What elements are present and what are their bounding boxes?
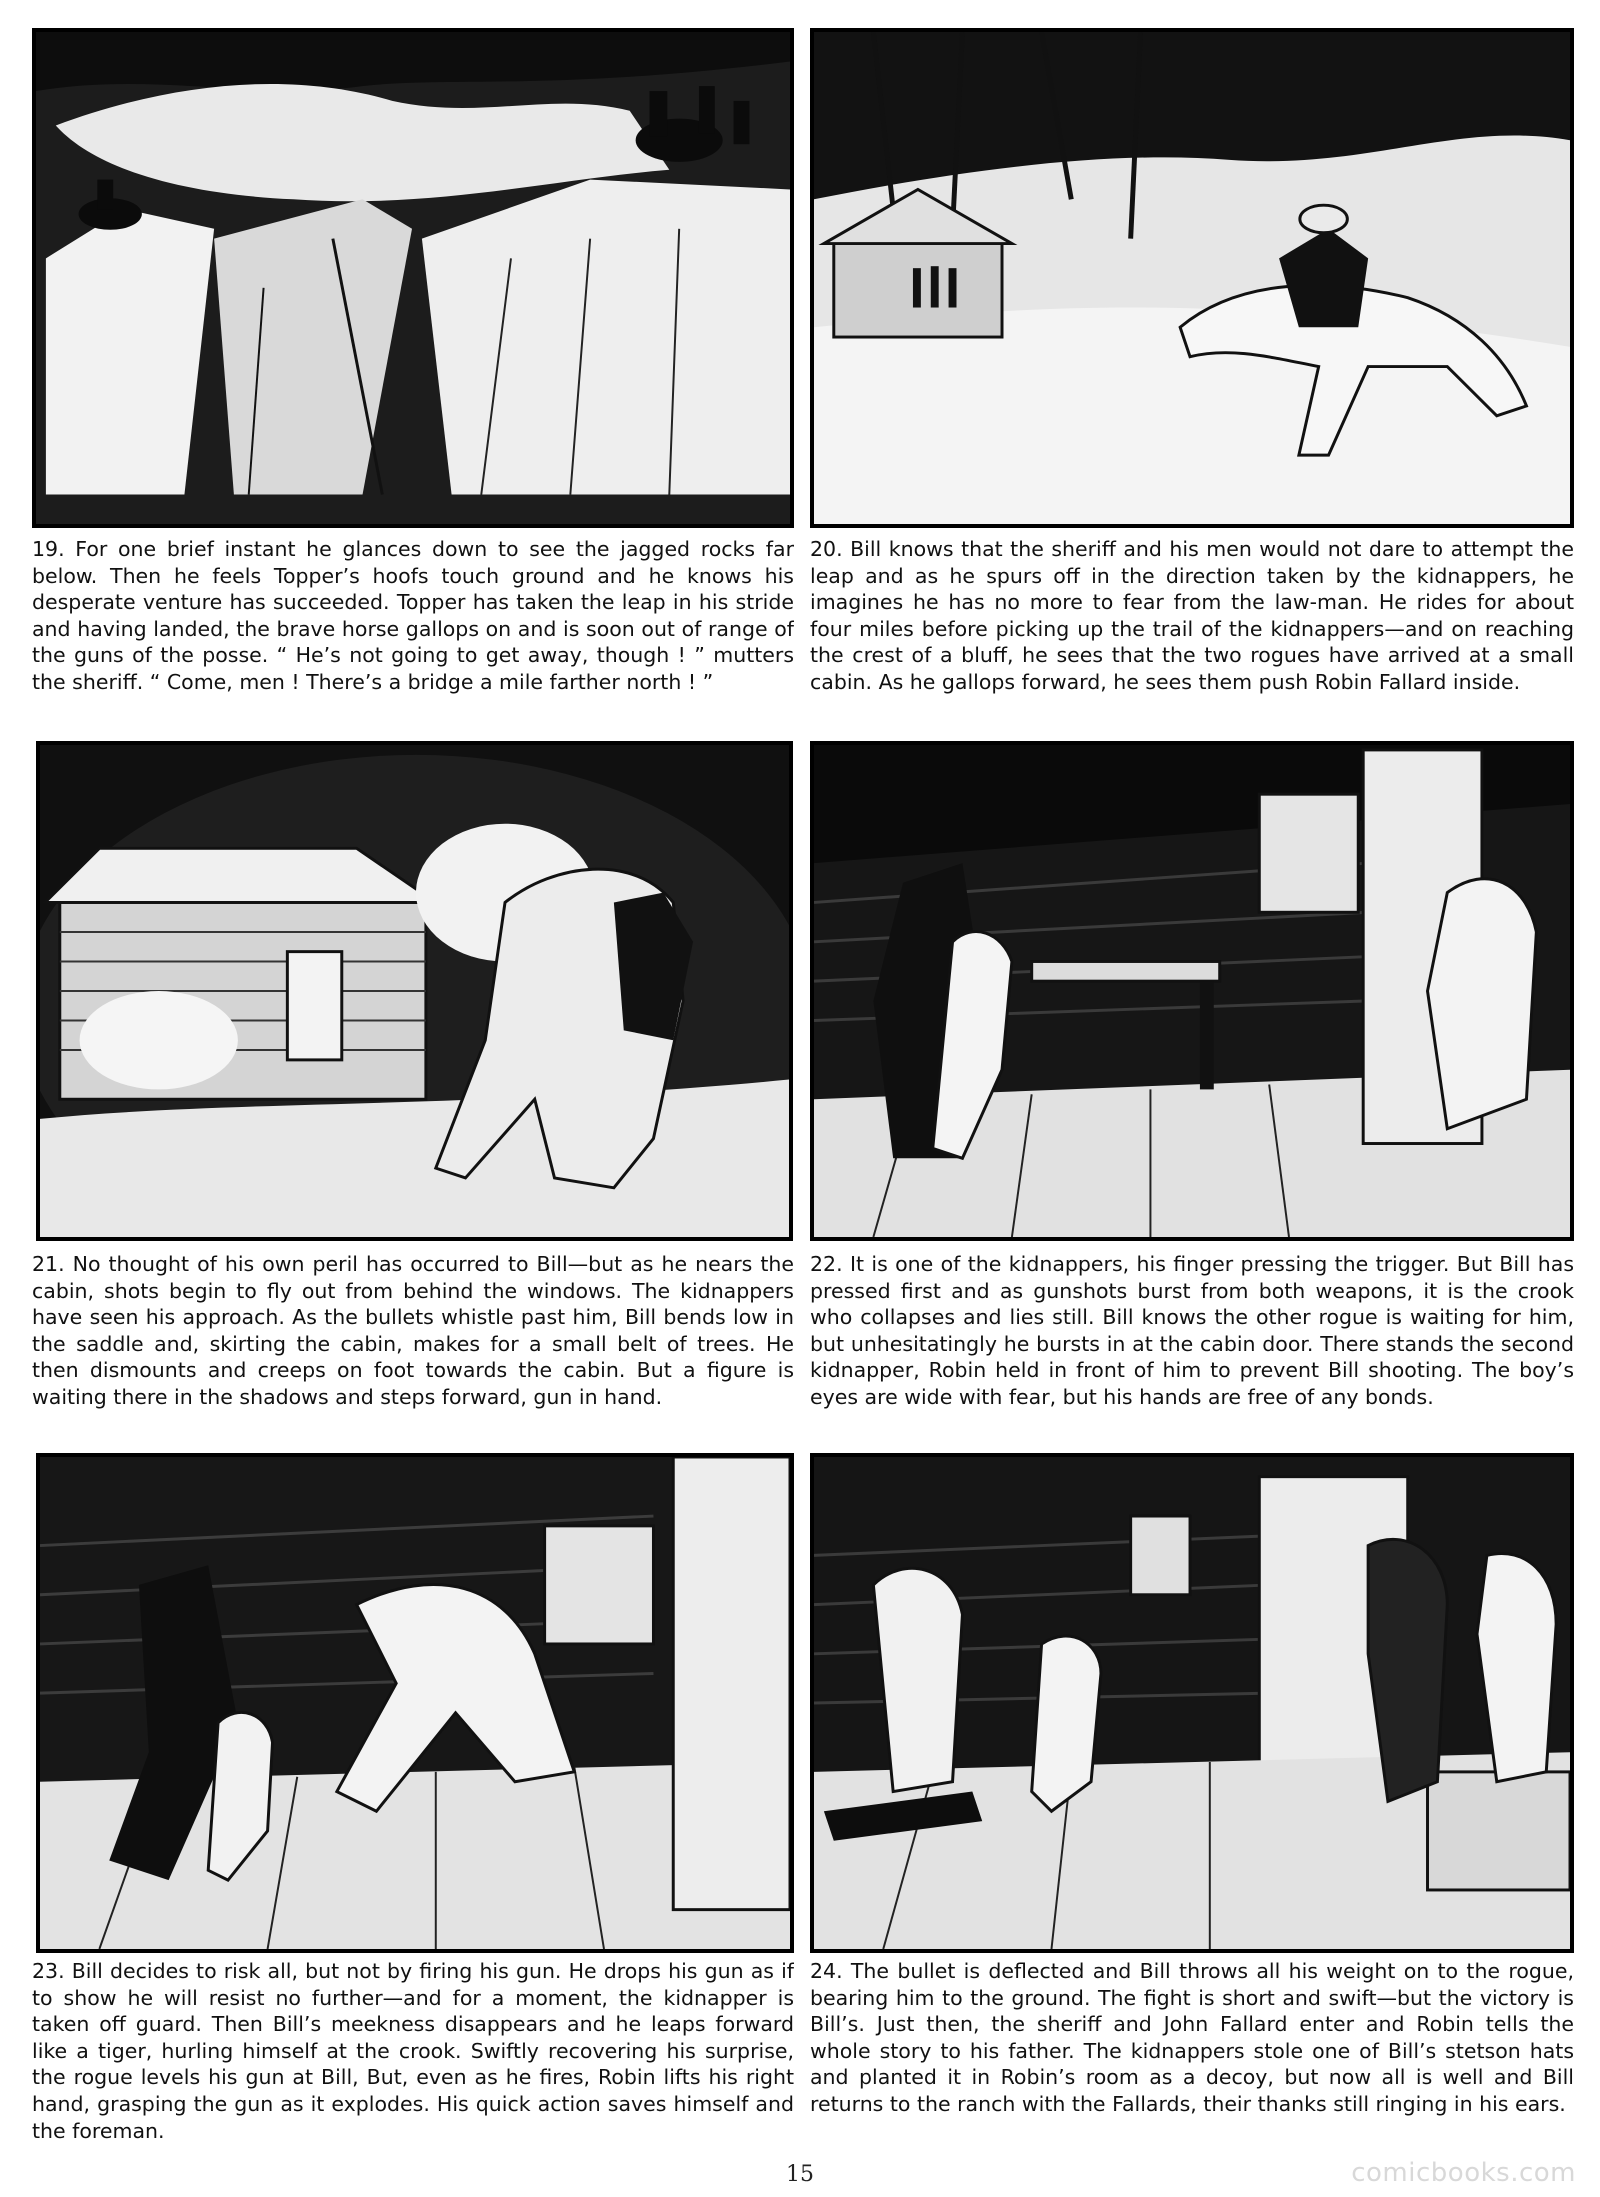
- caption-20: 20. Bill knows that the sheriff and his men would not dare to attempt the leap and as he spurs off in the direction taken by the kidnappers, he imagines he has no more to fear from the law-man. He rides for about four miles before picking up the trail of the kidnappers—and on reaching the crest of a bluff, he sees that the two rogues have arrived at a small cabin. As he gallops forward, he sees them push Robin Fallard inside.: [810, 537, 1574, 694]
- caption-21: 21. No thought of his own peril has occurred to Bill—but as he nears the cabin, shots begin to fly out from behind the windows. The kidnappers have seen his approach. As the bullets whistle past him, Bill bends low in the saddle and, skirting the cabin, makes for a small belt of trees. He then dismounts and creeps on foot towards the cabin. But a figure is waiting there in the shadows and steps forward, gun in hand.: [32, 1252, 794, 1409]
- caption-22: 22. It is one of the kidnappers, his finger pressing the trigger. But Bill has pressed first and as gunshots burst from both weapons, it is the crook who collapses and lies still. Bill knows the other rogue is waiting for him, but unhesitatingly he bursts in at the cabin door. There stands the second kidnapper, Robin held in front of him to prevent Bill shooting. The boy’s eyes are wide with fear, but his hands are free of any bonds.: [810, 1252, 1574, 1409]
- panel-21-art: [36, 741, 793, 1241]
- cliff-leap-illustration: [36, 32, 790, 524]
- caption-19: 19. For one brief instant he glances down to see the jagged rocks far below. Then he feels Topper’s hoofs touch ground and he knows his desperate venture has succeeded. Topper has taken the leap in his stride and having landed, the brave horse gallops on and is soon out of range of the guns of the posse. “ He’s not going to get away, though ! ” mutters the sheriff. “ Come, men ! There’s a bridge a mile farther north ! ”: [32, 537, 794, 694]
- caption-23: 23. Bill decides to risk all, but not by firing his gun. He drops his gun as if to show he will resist no further—and for a moment, the kidnapper is taken off guard. Then Bill’s meekness disappears and he leaps forward like a tiger, hurling himself at the crook. Swiftly recovering his surprise, the rogue levels his gun at Bill, But, even as he fires, Robin lifts his right hand, grasping the gun as it explodes. His quick action saves himself and the foreman.: [32, 1959, 794, 2143]
- panel-19-art: [32, 28, 794, 528]
- caption-24: 24. The bullet is deflected and Bill throws all his weight on to the rogue, bearing him to the ground. The fight is short and swift—but the victory is Bill’s. Just then, the sheriff and John Fallard enter and Robin tells the whole story to his father. The kidnappers stole one of Bill’s stetson hats and planted it in Robin’s room as a decoy, but now all is well and Bill returns to the ranch with the Fallards, their thanks still ringing in his ears.: [810, 1959, 1574, 2116]
- bill-rides-toward-cabin-illustration: [814, 32, 1570, 524]
- panel-24-art: [810, 1453, 1574, 1953]
- panel-22-art: [810, 741, 1574, 1241]
- kidnapper-holds-robin-illustration: [814, 745, 1570, 1237]
- panel-23-art: [36, 1453, 794, 1953]
- page-number: 15: [786, 2162, 814, 2187]
- bill-leaps-illustration: [40, 1457, 790, 1949]
- watermark-text: comicbooks.com: [1351, 2158, 1576, 2188]
- panel-20-art: [810, 28, 1574, 528]
- sheriff-enters-illustration: [814, 1457, 1570, 1949]
- cabin-shootout-illustration: [40, 745, 789, 1237]
